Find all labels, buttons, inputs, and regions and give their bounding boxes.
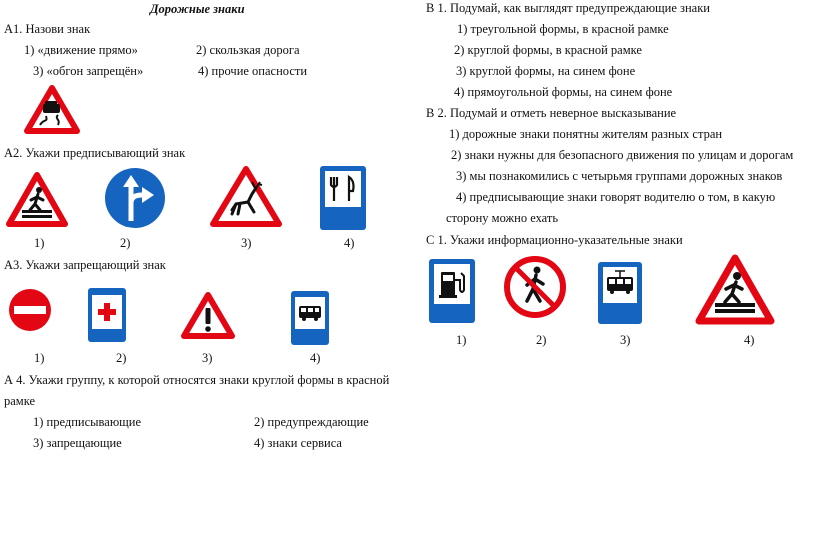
a4-option-1: 1) предписывающие <box>33 415 142 429</box>
b2-option-4-line-2: сторону можно ехать <box>446 211 559 225</box>
slippery-road-sign-icon <box>24 85 80 135</box>
c1-number-3: 3) <box>620 333 631 347</box>
b2-option-3: 3) мы познакомились с четырьмя группами дорожных знаков <box>456 169 783 183</box>
no-entry-sign-icon <box>8 288 52 332</box>
food-point-sign-icon <box>319 165 367 231</box>
a1-option-1: 1) «движение прямо» <box>24 43 138 57</box>
a2-number-4: 4) <box>344 236 355 250</box>
a2-number-3: 3) <box>241 236 252 250</box>
a1-option-2: 2) скользкая дорога <box>196 43 300 57</box>
bus-stop-sign-icon <box>290 290 330 346</box>
a3-question: А3. Укажи запрещающий знак <box>4 258 166 272</box>
wild-animals-warning-sign-icon <box>210 166 282 228</box>
tram-stop-sign-icon <box>597 261 643 325</box>
other-dangers-sign-icon <box>181 292 235 340</box>
b2-option-4-line-1: 4) предписывающие знаки говорят водителю о том, в какую <box>456 190 776 204</box>
a4-option-2: 2) предупреждающие <box>254 415 369 429</box>
a2-number-1: 1) <box>34 236 45 250</box>
a3-number-2: 2) <box>116 351 127 365</box>
pedestrian-crossing-warning-sign-2-icon <box>695 254 775 326</box>
straight-or-right-sign-icon <box>104 167 166 229</box>
a3-number-1: 1) <box>34 351 45 365</box>
b1-option-2: 2) круглой формы, в красной рамке <box>454 43 642 57</box>
a3-number-4: 4) <box>310 351 321 365</box>
b1-option-4: 4) прямоугольной формы, на синем фоне <box>454 85 673 99</box>
a4-question-line-1: А 4. Укажи группу, к которой относятся знаки круглой формы в красной <box>4 373 390 387</box>
medical-aid-sign-icon <box>87 287 127 343</box>
page-title: Дорожные знаки <box>150 2 245 16</box>
b2-option-1: 1) дорожные знаки понятны жителям разных стран <box>449 127 723 141</box>
b2-question: В 2. Подумай и отметь неверное высказывание <box>426 106 677 120</box>
fuel-station-sign-icon <box>428 258 476 324</box>
a2-question: А2. Укажи предписывающий знак <box>4 146 186 160</box>
a2-number-2: 2) <box>120 236 131 250</box>
a1-option-4: 4) прочие опасности <box>198 64 308 78</box>
a4-question-line-2: рамке <box>4 394 36 408</box>
c1-number-1: 1) <box>456 333 467 347</box>
a3-number-3: 3) <box>202 351 213 365</box>
b1-question: В 1. Подумай, как выглядят предупреждающие знаки <box>426 1 710 15</box>
b1-option-1: 1) треугольной формы, в красной рамке <box>457 22 669 36</box>
a1-question: А1. Назови знак <box>4 22 91 36</box>
a4-option-4: 4) знаки сервиса <box>254 436 342 450</box>
b1-option-3: 3) круглой формы, на синем фоне <box>456 64 636 78</box>
a1-option-3: 3) «обгон запрещён» <box>33 64 144 78</box>
b2-option-2: 2) знаки нужны для безопасного движения по улицам и дорогам <box>451 148 794 162</box>
c1-number-4: 4) <box>744 333 755 347</box>
a4-option-3: 3) запрещающие <box>33 436 122 450</box>
pedestrian-crossing-warning-sign-icon <box>6 172 68 228</box>
c1-number-2: 2) <box>536 333 547 347</box>
no-pedestrians-sign-icon <box>503 255 567 319</box>
c1-question: С 1. Укажи информационно-указательные знаки <box>426 233 683 247</box>
